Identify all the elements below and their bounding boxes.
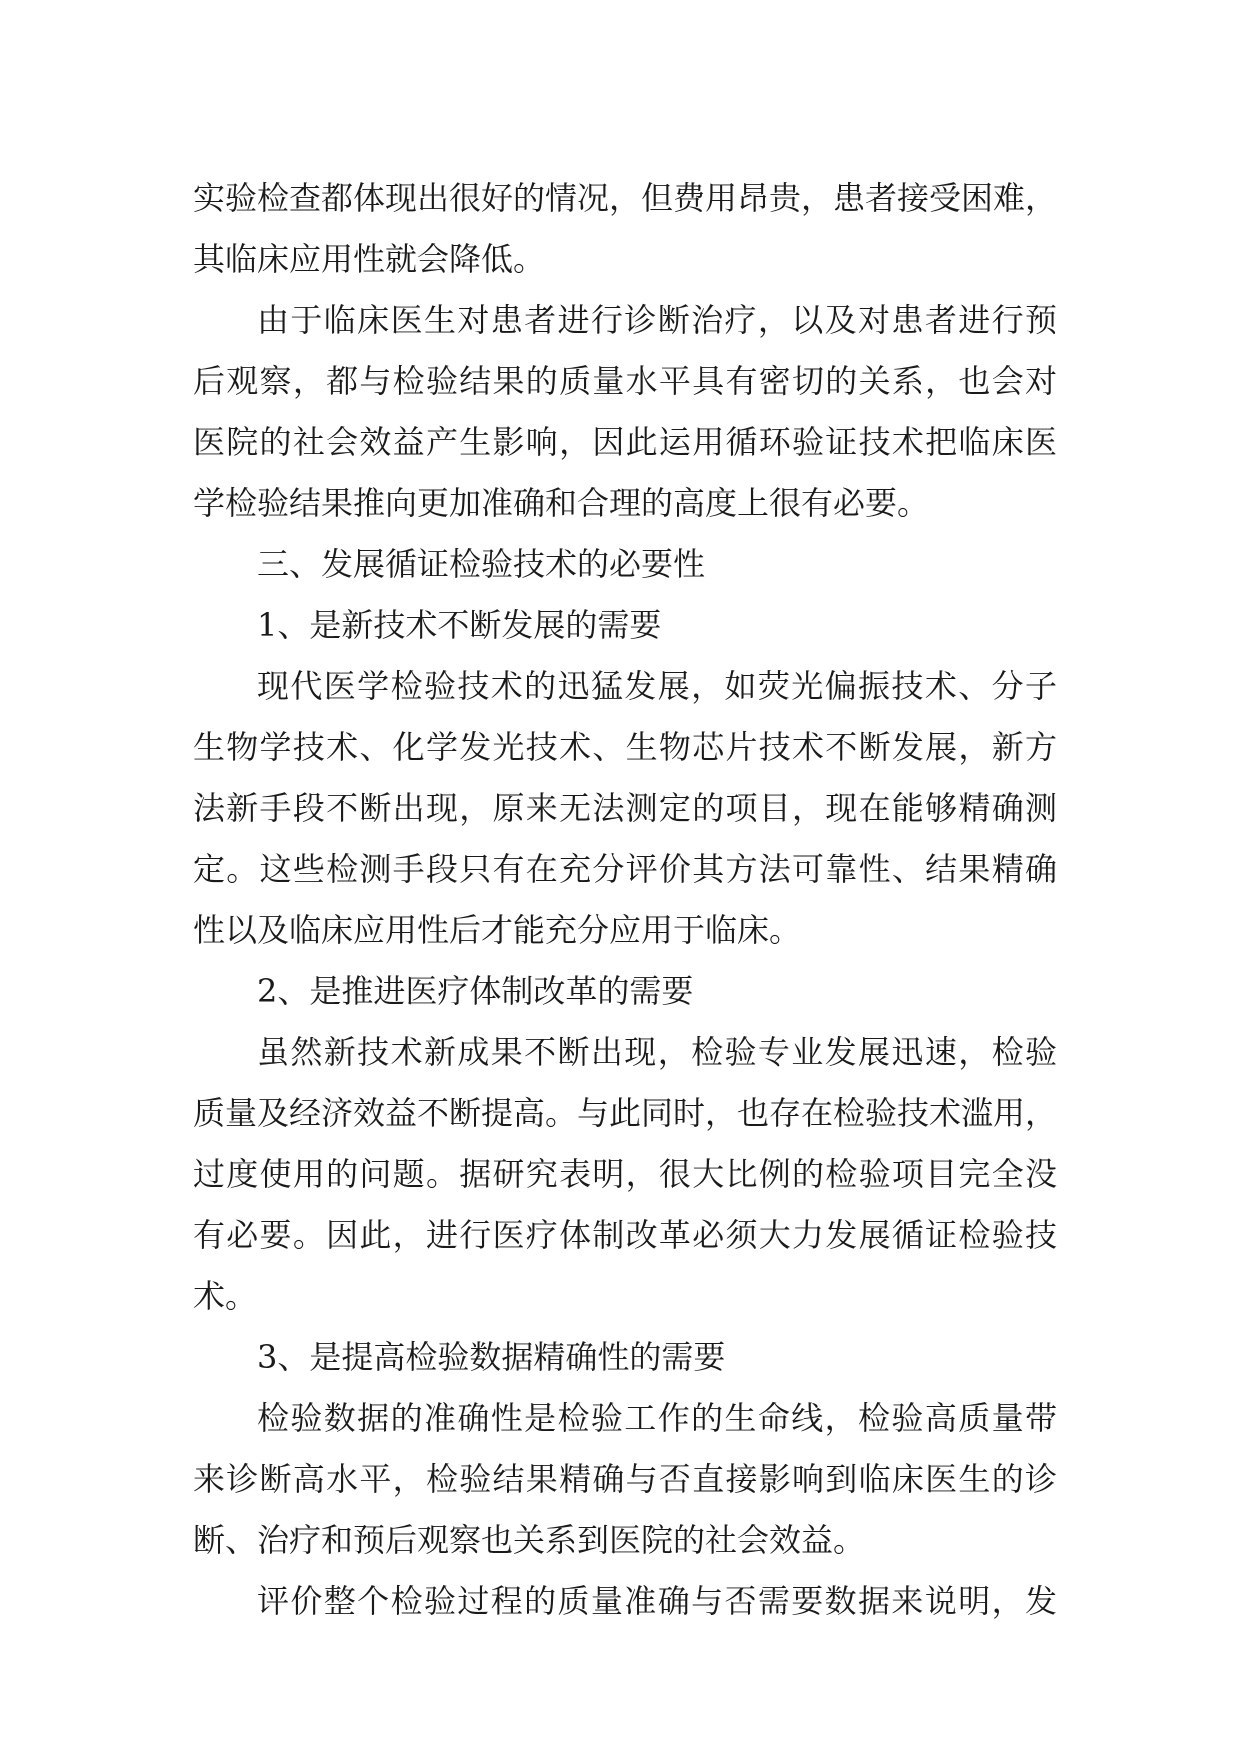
paragraph-line: 有必要。因此，进行医疗体制改革必须大力发展循证检验技 [193,1216,1057,1254]
paragraph-line: 断、治疗和预后观察也关系到医院的社会效益。 [193,1521,866,1559]
paragraph-line: 由于临床医生对患者进行诊断治疗，以及对患者进行预 [257,301,1057,339]
paragraph-line: 术。 [193,1277,258,1315]
paragraph-line: 性以及临床应用性后才能充分应用于临床。 [193,911,802,949]
paragraph-line: 来诊断高水平，检验结果精确与否直接影响到临床医生的诊 [193,1460,1057,1498]
paragraph-line: 生物学技术、化学发光技术、生物芯片技术不断发展，新方 [193,728,1057,766]
paragraph-line: 定。这些检测手段只有在充分评价其方法可靠性、结果精确 [193,850,1057,888]
paragraph-line: 后观察，都与检验结果的质量水平具有密切的关系，也会对 [193,362,1057,400]
paragraph-line: 评价整个检验过程的质量准确与否需要数据来说明，发 [257,1582,1057,1620]
subsection-heading: 2、是推进医疗体制改革的需要 [257,972,694,1010]
paragraph-line: 虽然新技术新成果不断出现，检验专业发展迅速，检验 [257,1033,1057,1071]
paragraph-line: 检验数据的准确性是检验工作的生命线，检验高质量带 [257,1399,1057,1437]
paragraph-line: 质量及经济效益不断提高。与此同时，也存在检验技术滥用， [193,1094,1058,1132]
paragraph-line: 现代医学检验技术的迅猛发展，如荧光偏振技术、分子 [257,667,1057,705]
paragraph-line: 学检验结果推向更加准确和合理的高度上很有必要。 [193,484,930,522]
paragraph-line: 医院的社会效益产生影响，因此运用循环验证技术把临床医 [193,423,1057,461]
paragraph-line: 实验检查都体现出很好的情况，但费用昂贵，患者接受困难， [193,179,1058,217]
section-heading: 三、发展循证检验技术的必要性 [257,545,706,583]
paragraph-line: 过度使用的问题。据研究表明，很大比例的检验项目完全没 [193,1155,1057,1193]
body-text [193,168,1057,1632]
paragraph-line: 法新手段不断出现，原来无法测定的项目，现在能够精确测 [193,789,1057,827]
subsection-heading: 1、是新技术不断发展的需要 [257,606,662,644]
subsection-heading: 3、是提高检验数据精确性的需要 [257,1338,726,1376]
paragraph-line: 其临床应用性就会降低。 [193,240,546,278]
